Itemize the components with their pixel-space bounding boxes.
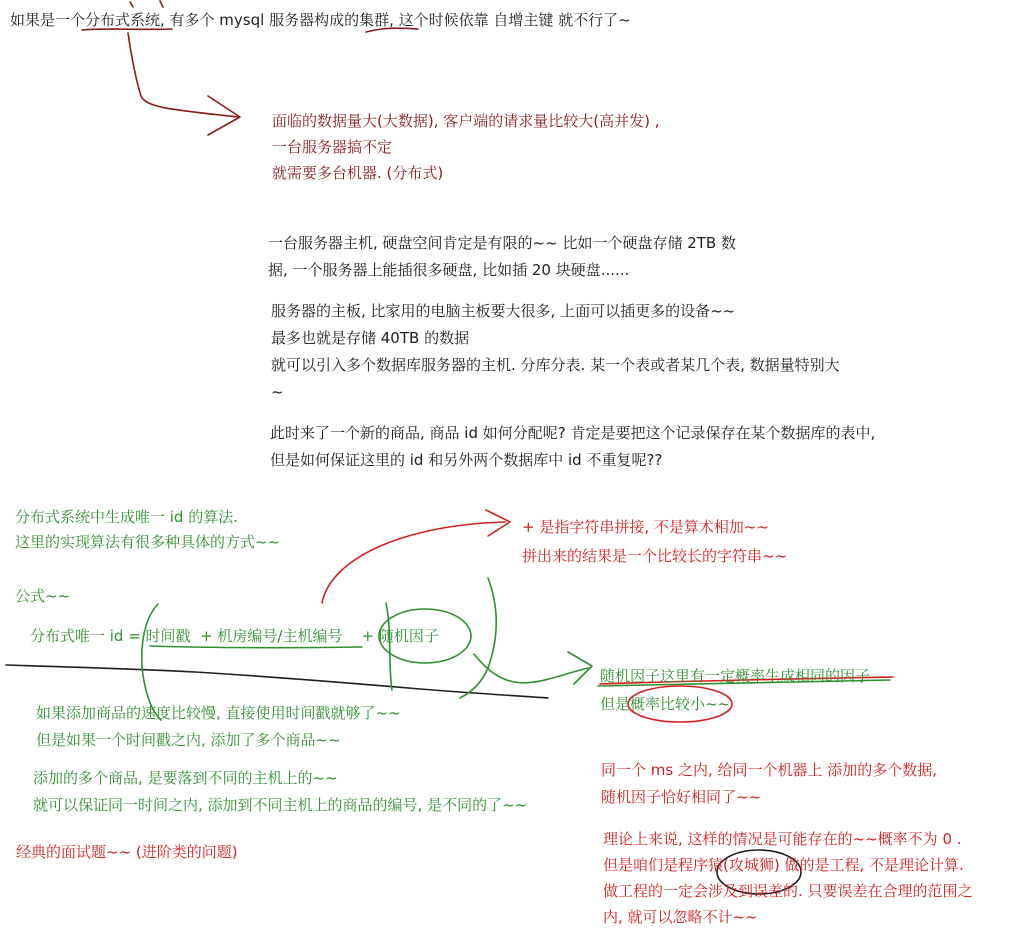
slow-note-line: 如果添加商品的速度比较慢, 直接使用时间戳就够了~~	[36, 704, 401, 722]
theory-note	[603, 826, 973, 930]
algorithm-note	[15, 505, 280, 555]
arrow-to-random-head	[568, 652, 592, 684]
hosts-note-line: 添加的多个商品, 是要落到不同的主机上的~~	[33, 769, 338, 787]
question-note	[270, 420, 875, 474]
board-note-line: 最多也就是存储 40TB 的数据	[271, 329, 470, 347]
plus-note-line: 拼出来的结果是一个比较长的字符串~~	[522, 547, 788, 565]
disk-note-line: 据, 一个服务器上能插很多硬盘, 比如插 20 块硬盘......	[268, 261, 630, 279]
problem-note-line: 一台服务器搞不定	[272, 138, 393, 156]
theory-note-line: 理论上来说, 这样的情况是可能存在的~~概率不为 0 .	[603, 830, 962, 848]
disk-note	[268, 230, 736, 284]
plus-note	[522, 513, 787, 571]
theory-note-line: 做工程的一定会涉及到误差的. 只要误差在合理的范围之	[603, 882, 973, 900]
random-note-line: 随机因子这里有一定概率生成相同的因子	[600, 667, 871, 685]
intro-line: 如果是一个分布式系统, 有多个 mysql 服务器构成的集群, 这个时候依靠 自增主键 就不行了~	[10, 11, 631, 29]
same-ms-note-line: 同一个 ms 之内, 给同一个机器上 添加的多个数据,	[601, 761, 938, 779]
arrow-to-plus-head	[486, 510, 510, 536]
question-note-line: 此时来了一个新的商品, 商品 id 如何分配呢? 肯定是要把这个记录保存在某个数据库的表中,	[270, 424, 876, 442]
problem-note-line: 面临的数据量大(大数据), 客户端的请求量比较大(高并发) ,	[272, 112, 660, 130]
algorithm-note-line: 分布式系统中生成唯一 id 的算法.	[15, 508, 238, 526]
theory-note-line: 但是咱们是程序猿(攻城狮) 做的是工程, 不是理论计算.	[603, 856, 964, 874]
theory-note-line: 内, 就可以忽略不计~~	[603, 908, 758, 926]
stray-tick	[130, 2, 133, 7]
problem-note-line: 就需要多台机器. (分布式)	[272, 164, 444, 182]
arrow-to-problem-note	[128, 33, 238, 117]
plus-note-line: + 是指字符串拼接, 不是算术相加~~	[522, 518, 770, 536]
question-note-line: 但是如何保证这里的 id 和另外两个数据库中 id 不重复呢??	[270, 451, 663, 469]
divider-line	[6, 665, 548, 698]
formula-right-curve	[460, 578, 496, 698]
random-note	[600, 662, 870, 718]
formula: 分布式唯一 id = 时间戳 + 机房编号/主机编号 + 随机因子	[30, 627, 439, 645]
algorithm-note-line: 这里的实现算法有很多种具体的方式~~	[15, 533, 281, 551]
arrow-to-random-note	[474, 654, 588, 683]
problem-note	[272, 108, 659, 186]
slow-note	[36, 700, 401, 754]
board-note-line: 就可以引入多个数据库服务器的主机. 分库分表. 某一个表或者某几个表, 数据量特别大	[271, 356, 840, 374]
arrow-to-plus-note	[322, 522, 505, 603]
board-note-line: 服务器的主板, 比家用的电脑主板要大很多, 上面可以插更多的设备~~	[271, 302, 736, 320]
disk-note-line: 一台服务器主机, 硬盘空间肯定是有限的~~ 比如一个硬盘存储 2TB 数	[268, 234, 736, 252]
board-note-line: ~	[271, 383, 284, 401]
random-note-line: 但是概率比较小~~	[600, 695, 731, 713]
same-ms-note	[601, 757, 937, 811]
same-ms-note-line: 随机因子恰好相同了~~	[601, 788, 762, 806]
hosts-note-line: 就可以保证同一时间之内, 添加到不同主机上的商品的编号, 是不同的了~~	[33, 796, 528, 814]
arrow-to-problem-head	[208, 96, 240, 135]
board-note	[271, 298, 840, 406]
stray-tick	[160, 1, 163, 7]
formula-label: 公式~~	[15, 587, 71, 605]
interview-note: 经典的面试题~~ (进阶类的问题)	[16, 843, 238, 861]
slow-note-line: 但是如果一个时间戳之内, 添加了多个商品~~	[36, 731, 341, 749]
hosts-note	[33, 765, 527, 819]
